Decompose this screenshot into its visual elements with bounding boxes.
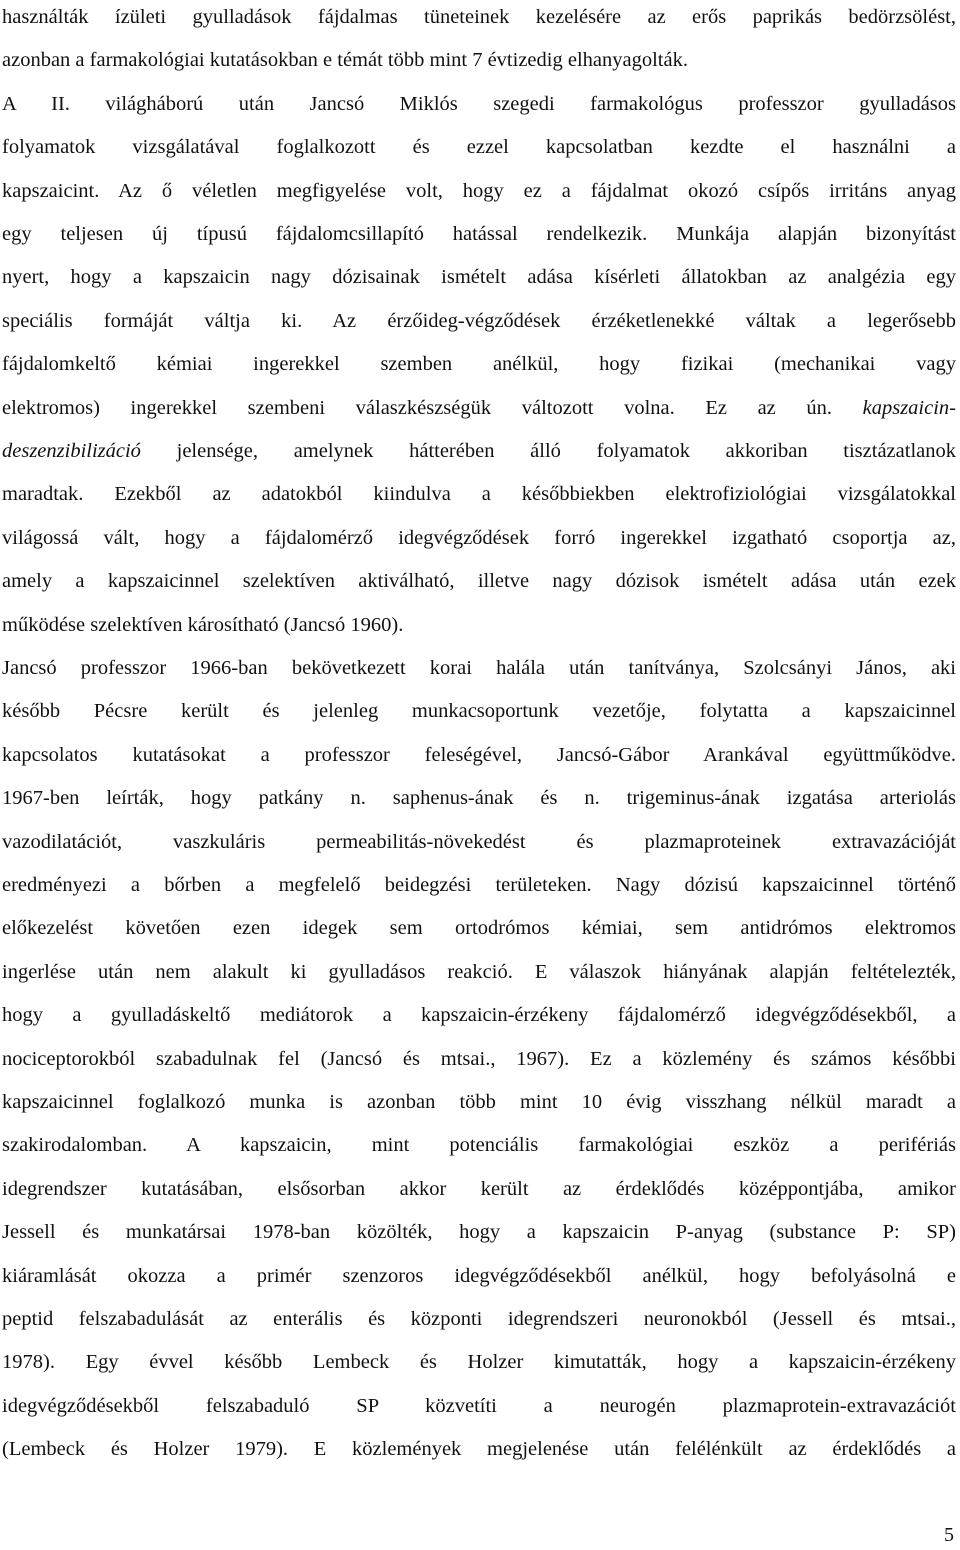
text-line [2,264,956,290]
text-line [2,1263,956,1289]
text-line [2,178,956,204]
text-line [2,481,956,507]
text-segment: speciális formáját váltja ki. Az érzőideg-végződések érzéketlenekké váltak a legerősebb [2,309,956,332]
text-segment: nociceptorokból szabadulnak fel (Jancsó és mtsai., 1967). Ez a közlemény és számos későbbi [2,1047,956,1070]
text-segment: nyert, hogy a kapszaicin nagy dózisainak ismételt adása kísérleti állatokban az analgézia egy [2,266,956,289]
text-segment: ingerlése után nem alakult ki gyulladásos reakció. E válaszok hiányának alapján feltételezték, [2,960,956,983]
text-line [2,655,956,681]
text-segment: idegrendszer kutatásában, elsősorban akkor került az érdeklődés középpontjába, amikor [2,1177,956,1200]
text-line [2,1089,956,1115]
text-segment: A II. világháború után Jancsó Miklós szegedi farmakológus professzor gyulladásos [2,92,956,115]
text-line [2,47,956,73]
text-segment: vazodilatációt, vaszkuláris permeabilitás-növekedést és plazmaproteinek extravazációját [2,830,956,853]
text-line [2,785,956,811]
text-line [2,915,956,941]
text-line [2,1393,956,1419]
text-line [2,91,956,117]
text-segment: jelensége, amelynek hátterében álló folyamatok akkoriban tisztázatlanok [140,440,956,462]
text-line [2,525,956,551]
text-line [2,568,956,594]
text-line [2,612,956,638]
text-segment: folyamatok vizsgálatával foglalkozott és ezzel kapcsolatban kezdte el használni a [2,136,956,159]
text-segment: amely a kapszaicinnel szelektíven aktiválható, illetve nagy dózisok ismételt adása után ezek [2,570,956,593]
text-segment: peptid felszabadulását az enterális és központi idegrendszeri neuronokból (Jessell és mtsai., [2,1308,956,1330]
text-segment: 1967-ben leírták, hogy patkány n. saphenus-ának és n. trigeminus-ának izgatása arteriolás [2,787,956,810]
text-segment: maradtak. Ezekből az adatokból kiindulva a későbbiekben elektrofiziológiai vizsgálatokkal [2,483,956,506]
text-segment: fájdalomkeltő kémiai ingerekkel szemben anélkül, hogy fizikai (mechanikai vagy [2,353,956,376]
text-line [2,221,956,247]
text-line [2,742,956,768]
text-segment: elektromos) ingerekkel szembeni válaszkészségük változott volna. Ez az ún. [2,396,863,419]
text-segment: Jessell és munkatársai 1978-ban közölték, hogy a kapszaicin P-anyag (substance P: SP) [2,1221,956,1244]
text-segment: működése szelektíven károsítható (Jancsó 1960). [2,613,404,636]
text-line [2,4,956,30]
text-line [2,1176,956,1202]
text-segment: eredményezi a bőrben a megfelelő beidegzési területeken. Nagy dózisú kapszaicinnel történő [2,874,956,896]
text-line [2,134,956,160]
text-segment: később Pécsre került és jelenleg munkacsoportunk vezetője, folytatta a kapszaicinnel [2,700,956,723]
page-number: 5 [944,1524,954,1546]
text-segment: azonban a farmakológiai kutatásokban e témát több mint 7 évtizedig elhanyagolták. [2,49,688,72]
text-segment: szakirodalomban. A kapszaicin, mint potenciális farmakológiai eszköz a perifériás [2,1134,956,1157]
text-line [2,1436,956,1462]
text-segment: egy teljesen új típusú fájdalomcsillapító hatással rendelkezik. Munkája alapján bizonyítást [2,223,956,245]
text-line [2,1306,956,1332]
text-line [2,1219,956,1245]
text-segment: kapszaicinnel foglalkozó munka is azonban több mint 10 évig visszhang nélkül maradt a [2,1091,956,1113]
text-line [2,395,956,421]
text-segment: kapcsolatos kutatásokat a professzor feleségével, Jancsó-Gábor Arankával együttműködve. [2,743,956,766]
text-segment: kiáramlását okozza a primér szenzoros idegvégződésekből anélkül, hogy befolyásolná e [2,1264,956,1287]
text-line [2,1002,956,1028]
text-segment: Jancsó professzor 1966-ban bekövetkezett korai halála után tanítványa, Szolcsányi János, aki [2,657,956,679]
text-line [2,959,956,985]
text-line [2,1132,956,1158]
italic-term: deszenzibilizáció [2,440,141,462]
text-segment: kapszaicint. Az ő véletlen megfigyelése volt, hogy ez a fájdalmat okozó csípős irritáns anyag [2,179,956,202]
text-line [2,1046,956,1072]
text-line [2,438,956,464]
text-segment: világossá vált, hogy a fájdalomérző idegvégződések forró ingerekkel izgatható csoportja az, [2,526,956,549]
text-line [2,872,956,898]
text-line [2,351,956,377]
text-segment: hogy a gyulladáskeltő mediátorok a kapszaicin-érzékeny fájdalomérző idegvégződésekből, a [2,1004,956,1027]
text-line [2,829,956,855]
text-line [2,1349,956,1375]
text-line [2,698,956,724]
text-segment: 1978). Egy évvel később Lembeck és Holzer kimutatták, hogy a kapszaicin-érzékeny [2,1351,956,1374]
text-segment: (Lembeck és Holzer 1979). E közlemények megjelenése után felélénkült az érdeklődés a [2,1438,956,1461]
text-segment: idegvégződésekből felszabaduló SP közvetíti a neurogén plazmaprotein-extravazációt [2,1394,956,1417]
italic-term: kapszaicin- [862,396,956,419]
text-line [2,308,956,334]
text-segment: használták ízületi gyulladások fájdalmas tüneteinek kezelésére az erős paprikás bedörzsölést, [2,6,956,28]
text-segment: előkezelést követően ezen idegek sem ortodrómos kémiai, sem antidrómos elektromos [2,917,956,940]
